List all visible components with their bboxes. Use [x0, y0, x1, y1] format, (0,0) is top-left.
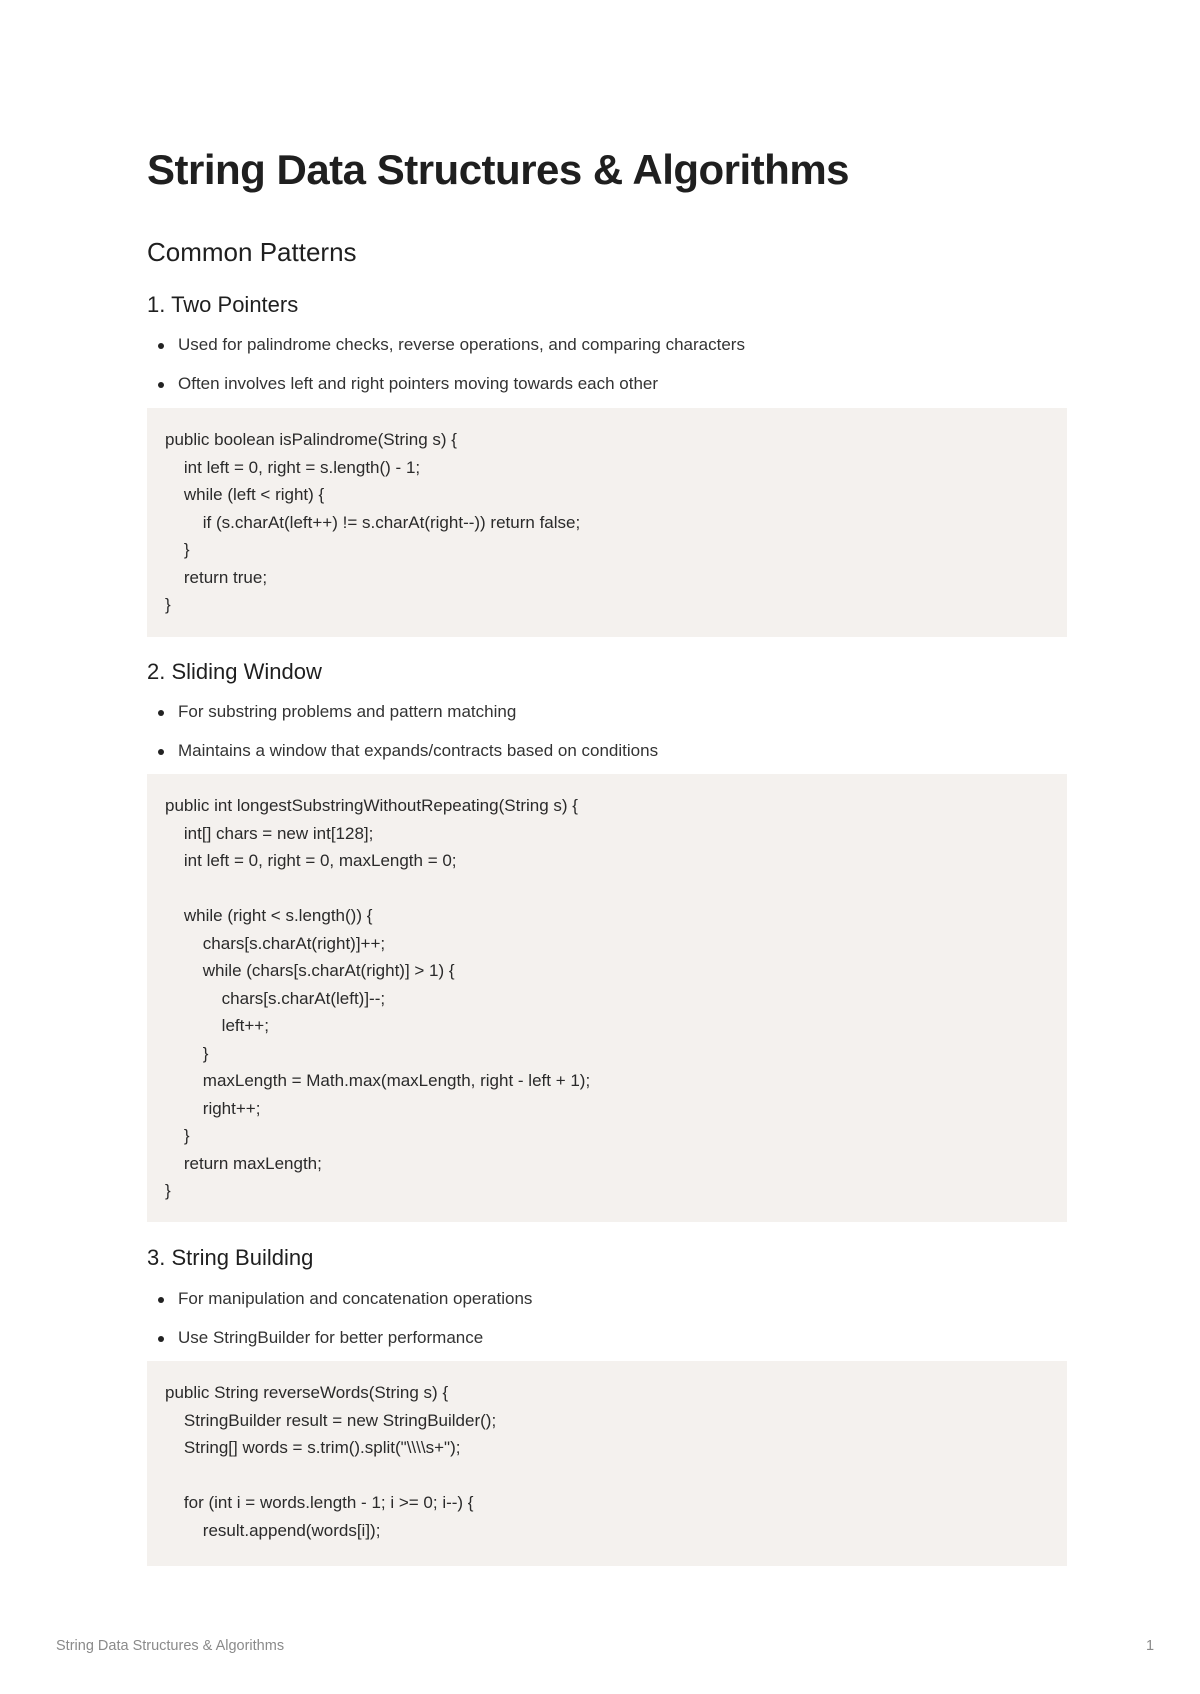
code-line: }: [165, 595, 171, 614]
code-line: [165, 1466, 1049, 1494]
code-line: public String reverseWords(String s) {: [165, 1383, 449, 1402]
list-item: Use StringBuilder for better performance: [147, 1328, 532, 1367]
footer-page-number: 1: [1146, 1638, 1155, 1654]
pattern-heading-sliding-window: 2. Sliding Window: [147, 659, 322, 684]
list-item: Maintains a window that expands/contracts based on conditions: [147, 741, 658, 780]
pattern-heading-string-building: 3. String Building: [147, 1245, 314, 1270]
list-item: Used for palindrome checks, reverse operations, and comparing characters: [147, 335, 745, 374]
code-line: for (int i = words.length - 1; i >= 0; i--) {: [165, 1493, 474, 1512]
code-line: maxLength = Math.max(maxLength, right - left + 1);: [165, 1071, 591, 1090]
code-line: left++;: [165, 1016, 269, 1035]
code-line: while (chars[s.charAt(right)] > 1) {: [165, 961, 455, 980]
code-line: }: [165, 540, 190, 559]
list-item: Often involves left and right pointers moving towards each other: [147, 374, 745, 413]
code-line: return maxLength;: [165, 1153, 322, 1173]
bullet-list-sliding-window: [147, 702, 658, 780]
code-block-reverse-words: [147, 1361, 1067, 1566]
code-line: StringBuilder result = new StringBuilder();: [165, 1410, 497, 1430]
code-line: int[] chars = new int[128];: [165, 823, 374, 843]
code-block-longest-substring: [147, 774, 1067, 1222]
code-line: if (s.charAt(left++) != s.charAt(right--)) return false;: [165, 512, 581, 532]
code-line: result.append(words[i]);: [165, 1520, 381, 1540]
code-line: return true;: [165, 567, 268, 587]
code-line: }: [165, 1181, 171, 1200]
code-line: while (right < s.length()) {: [165, 906, 373, 925]
code-line: right++;: [165, 1098, 261, 1118]
code-line: int left = 0, right = s.length() - 1;: [165, 457, 421, 477]
code-line: while (left < right) {: [165, 485, 325, 504]
code-block-is-palindrome: [147, 408, 1067, 637]
document-title: String Data Structures & Algorithms: [147, 146, 850, 193]
code-line: [165, 879, 1049, 907]
list-item: For substring problems and pattern matching: [147, 702, 658, 741]
footer-document-title: String Data Structures & Algorithms: [56, 1638, 285, 1654]
bullet-list-string-building: [147, 1289, 532, 1367]
code-line: chars[s.charAt(right)]++;: [165, 933, 386, 953]
section-heading: Common Patterns: [147, 237, 357, 267]
code-line: chars[s.charAt(left)]--;: [165, 988, 386, 1008]
code-line: }: [165, 1043, 209, 1063]
list-item: For manipulation and concatenation operations: [147, 1289, 532, 1328]
code-line: }: [165, 1126, 190, 1145]
code-line: int left = 0, right = 0, maxLength = 0;: [165, 851, 457, 870]
code-line: public int longestSubstringWithoutRepeating(String s) {: [165, 796, 578, 815]
pattern-heading-two-pointers: 1. Two Pointers: [147, 292, 299, 317]
bullet-list-two-pointers: [147, 335, 745, 413]
code-line: public boolean isPalindrome(String s) {: [165, 430, 457, 449]
code-line: String[] words = s.trim().split("\\\\s+");: [165, 1438, 461, 1457]
